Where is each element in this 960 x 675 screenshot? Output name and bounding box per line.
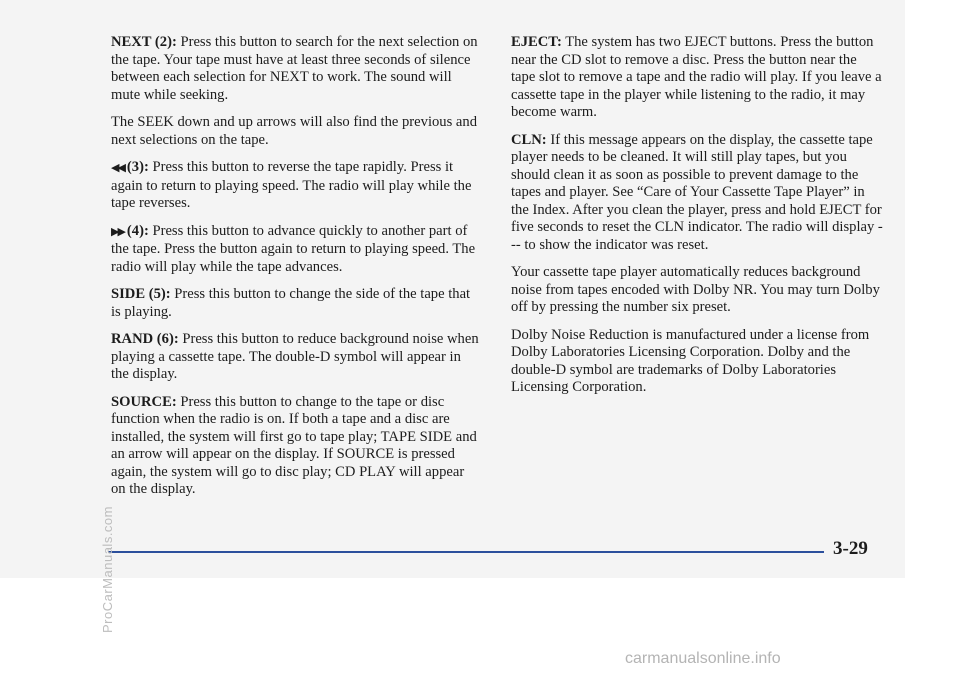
fast-forward-icon: ▶▶ [111,225,124,238]
paragraph-next: NEXT (2): Press this button to search for the next selection on the tape. Your tape must have at least three seconds of silence between each selection for NEXT to work. The sound will mute while seeking. [111,34,478,103]
paragraph-dolby-license: Dolby Noise Reduction is manufactured under a license from Dolby Laboratories Licensing Corporation. Dolby and the double-D symbol are trademarks of Dolby Laboratories Licensing Corporation. [511,326,870,395]
rewind-icon: ◀◀ [111,162,124,174]
watermark: ProCarManuals.com [100,506,115,633]
left-column [111,34,481,509]
paragraph-fast-forward: ▶▶ (4): Press this button to advance quickly to another part of the tape. Press the button again to return to playing speed. The radio will play while the tape advances. [111,222,476,275]
paragraph-rewind: ◀◀ (3): Press this button to reverse the tape rapidly. Press it again to return to playing speed. The radio will play while the tape reverses. [111,159,472,211]
paragraph-rand: RAND (6): Press this button to reduce background noise when playing a cassette tape. The double-D symbol will appear in the display. [111,331,479,382]
footer-site-link[interactable]: carmanualsonline.info [625,650,781,667]
paragraph-seek: The SEEK down and up arrows will also find the previous and next selections on the tape. [111,114,477,148]
right-column [511,34,883,407]
paragraph-eject: EJECT: The system has two EJECT buttons. Press the button near the CD slot to remove a disc. Press the button near the tape slot to remove a tape and the radio will play. If you leave a cassette tape in the player while listening to the radio, it may become warm. [511,34,882,120]
paragraph-source: SOURCE: Press this button to change to the tape or disc function when the radio is on. If both a tape and a disc are installed, the system will first go to tape play; TAPE SIDE and an arrow will appear on the display. If SOURCE is pressed again, the system will go to disc play; CD PLAY will appear on the display. [111,393,477,497]
page-number: 3-29 [833,538,868,559]
paragraph-dolby-nr: Your cassette tape player automatically reduces background noise from tapes encoded with Dolby NR. You may turn Dolby off by pressing the number six preset. [511,264,880,315]
footer-rule [108,551,824,553]
paragraph-cln: CLN: If this message appears on the display, the cassette tape player needs to be cleaned. It will still play tapes, but you should clean it as soon as possible to prevent damage to the tapes and player. See “Care of Your Cassette Tape Player” in the Index. After you clean the player, press and hold EJECT for five seconds to reset the CLN indicator. The radio will display --- to show the indicator was reset. [511,131,883,253]
paragraph-side: SIDE (5): Press this button to change the side of the tape that is playing. [111,286,471,320]
